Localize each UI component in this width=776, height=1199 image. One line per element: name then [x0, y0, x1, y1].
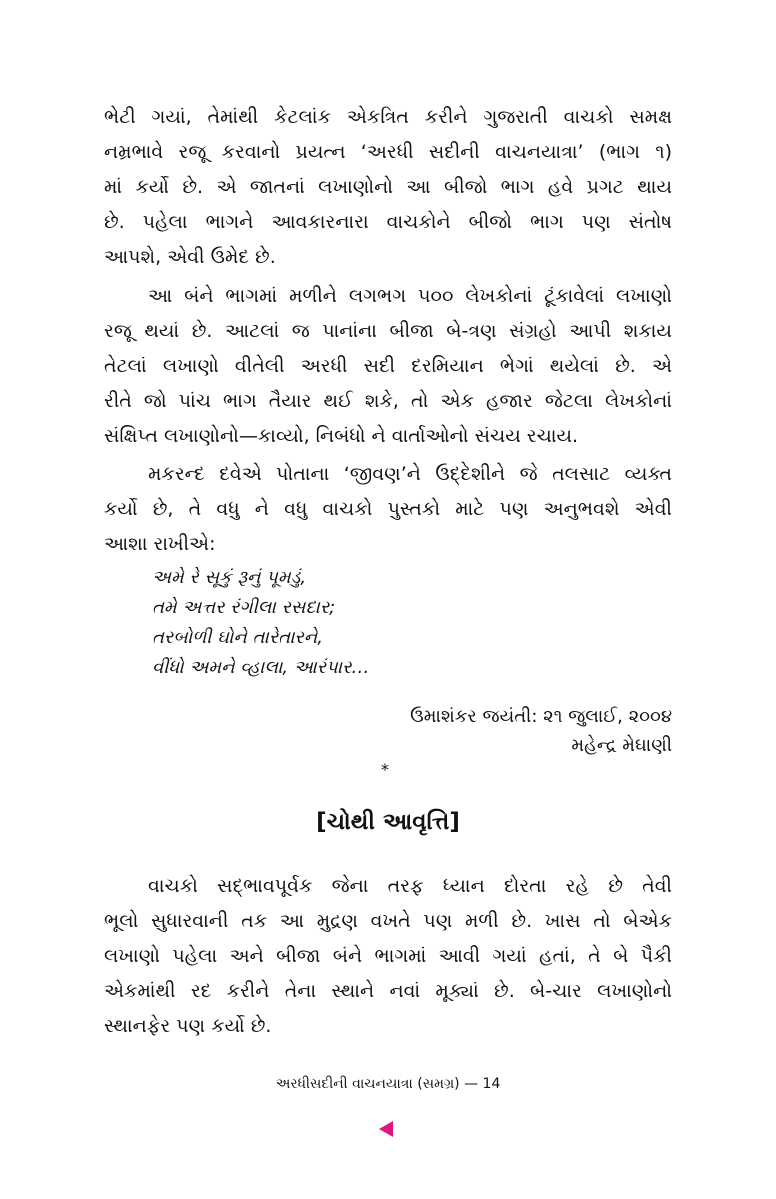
paragraph-line: નમ્રભાવે રજૂ કરવાનો પ્રયત્ન ‘અરધી સદીની વાચનયાત્રા’ (ભાગ ૧)	[104, 141, 672, 163]
paragraph-line: આપશે, એવી ઉમેદ છે.	[104, 246, 276, 268]
paragraph-line: વાચકો સદ્ભાવપૂર્વક જેના તરફ ધ્યાન દોરતા રહે છે તેવી	[148, 875, 672, 897]
paragraph-line: કર્યો છે, તે વધુ ને વધુ વાચકો પુસ્તકો માટે પણ અનુભવશે એવી	[104, 498, 672, 520]
paragraph-line: છે. પહેલા ભાગને આવકારનારા વાચકોને બીજો ભાગ પણ સંતોષ	[104, 211, 672, 233]
paragraph-collection	[104, 279, 672, 454]
paragraph-line: રજૂ થયાં છે. આટલાં જ પાનાંના બીજા બે-ત્રણ સંગ્રહો આપી શકાય	[104, 320, 672, 342]
paragraph-line: સંક્ષિપ્ત લખાણોનો—કાવ્યો, નિબંધો ને વાર્તાઓનો સંચય રચાય.	[104, 425, 579, 447]
paragraph-line: આશા રાખીએ:	[104, 533, 216, 555]
section-heading: [ચોથી આવૃત્તિ]	[316, 809, 460, 835]
paragraph-line: લખાણો પહેલા અને બીજા બંને ભાગમાં આવી ગયાં હતાં, તે બે પૈકી	[104, 945, 672, 967]
paragraph-line: મકરન્દ દવેએ પોતાના ‘જીવણ’ને ઉદ્દેશીને જે તલસાટ વ્યક્ત	[148, 463, 672, 485]
paragraph-makarand	[104, 457, 672, 562]
signature-name: મહેન્દ્ર મેઘાણી	[571, 735, 672, 756]
paragraph-line: તેટલાં લખાણો વીતેલી અરધી સદી દરમિયાન ભેગાં થયેલાં છે. એ	[104, 355, 672, 377]
paragraph-fourth-edition	[104, 869, 672, 1044]
paragraph-line: આ બંને ભાગમાં મળીને લગભગ ૫૦૦ લેખકોનાં ટૂંકાવેલાં લખાણો	[148, 285, 672, 307]
left-arrow-icon[interactable]	[379, 1121, 393, 1137]
poem-line: અમે રે સૂકું રૂનું પૂમડું,	[152, 567, 307, 588]
signature-date: ઉમાશંકર જયંતી: ૨૧ જુલાઈ, ૨૦૦૪	[410, 706, 672, 727]
paragraph-line: ભૂલો સુધારવાની તક આ મુદ્રણ વખતે પણ મળી છે. ખાસ તો બેએક	[104, 910, 672, 932]
poem-quote	[152, 563, 369, 683]
page-footer: અરધીસદીની વાચનયાત્રા (સમગ્ર) — 14	[275, 1076, 501, 1092]
paragraph-intro	[104, 100, 672, 275]
paragraph-line: સ્થાનફેર પણ કર્યો છે.	[104, 1015, 272, 1037]
paragraph-line: રીતે જો પાંચ ભાગ તૈયાર થઈ શકે, તો એક હજાર જેટલા લેખકોનાં	[104, 390, 672, 412]
poem-line: વીંધો અમને વ્હાલા, આરંપાર…	[152, 657, 370, 678]
paragraph-line: માં કર્યો છે. એ જાતનાં લખાણોનો આ બીજો ભાગ હવે પ્રગટ થાય	[104, 176, 672, 198]
paragraph-line: ભેટી ગયાં, તેમાંથી કેટલાંક એકત્રિત કરીને ગુજરાતી વાચકો સમક્ષ	[104, 106, 672, 128]
paragraph-line: એકમાંથી રદ કરીને તેના સ્થાને નવાં મૂક્યાં છે. બે-ચાર લખાણોનો	[104, 980, 672, 1002]
poem-line: તમે અત્તર રંગીલા રસદાર;	[152, 597, 336, 618]
section-separator: *	[381, 760, 389, 779]
poem-line: તરબોળી ઘોને તારેતારને,	[152, 627, 323, 648]
